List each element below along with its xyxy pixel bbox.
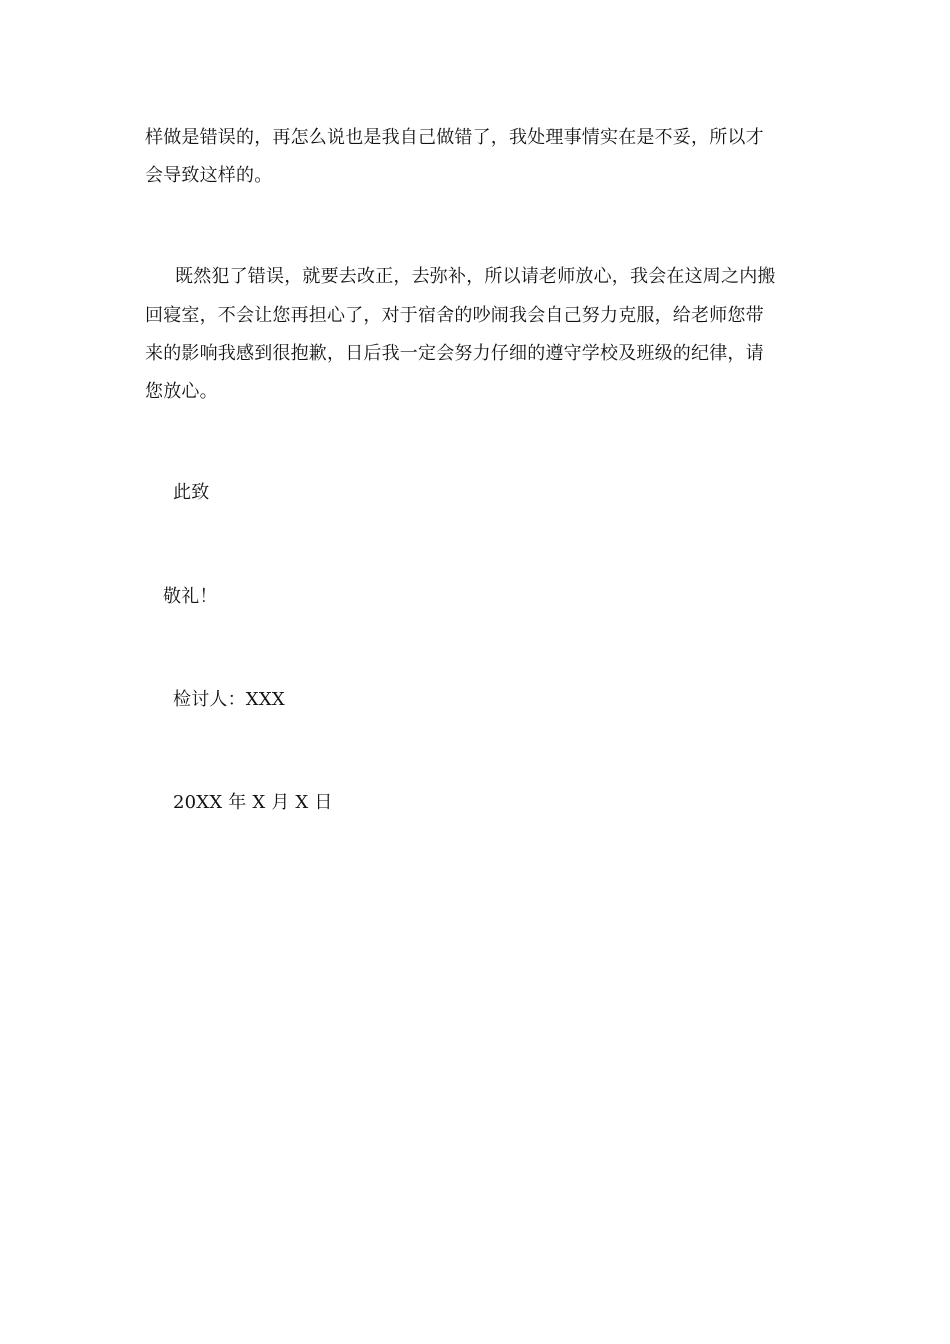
signature-line: 检讨人：XXX [173,689,285,710]
paragraph2-line1: 既然犯了错误，就要去改正，去弥补，所以请老师放心，我会在这周之内搬 [175,266,776,287]
salute-text: 敬礼！ [163,586,218,607]
date-line: 20XX 年 X 月 X 日 [173,792,333,813]
paragraph2-line2: 回寝室，不会让您再担心了，对于宿舍的吵闹我会自己努力克服，给老师您带 [145,305,764,326]
closing-text: 此致 [173,482,210,503]
paragraph1-line1: 样做是错误的，再怎么说也是我自己做错了，我处理事情实在是不妥，所以才 [145,127,764,148]
paragraph2-line4: 您放心。 [145,381,218,402]
paragraph1-line2: 会导致这样的。 [145,165,273,186]
paragraph2-line3: 来的影响我感到很抱歉，日后我一定会努力仔细的遵守学校及班级的纪律，请 [145,343,764,364]
